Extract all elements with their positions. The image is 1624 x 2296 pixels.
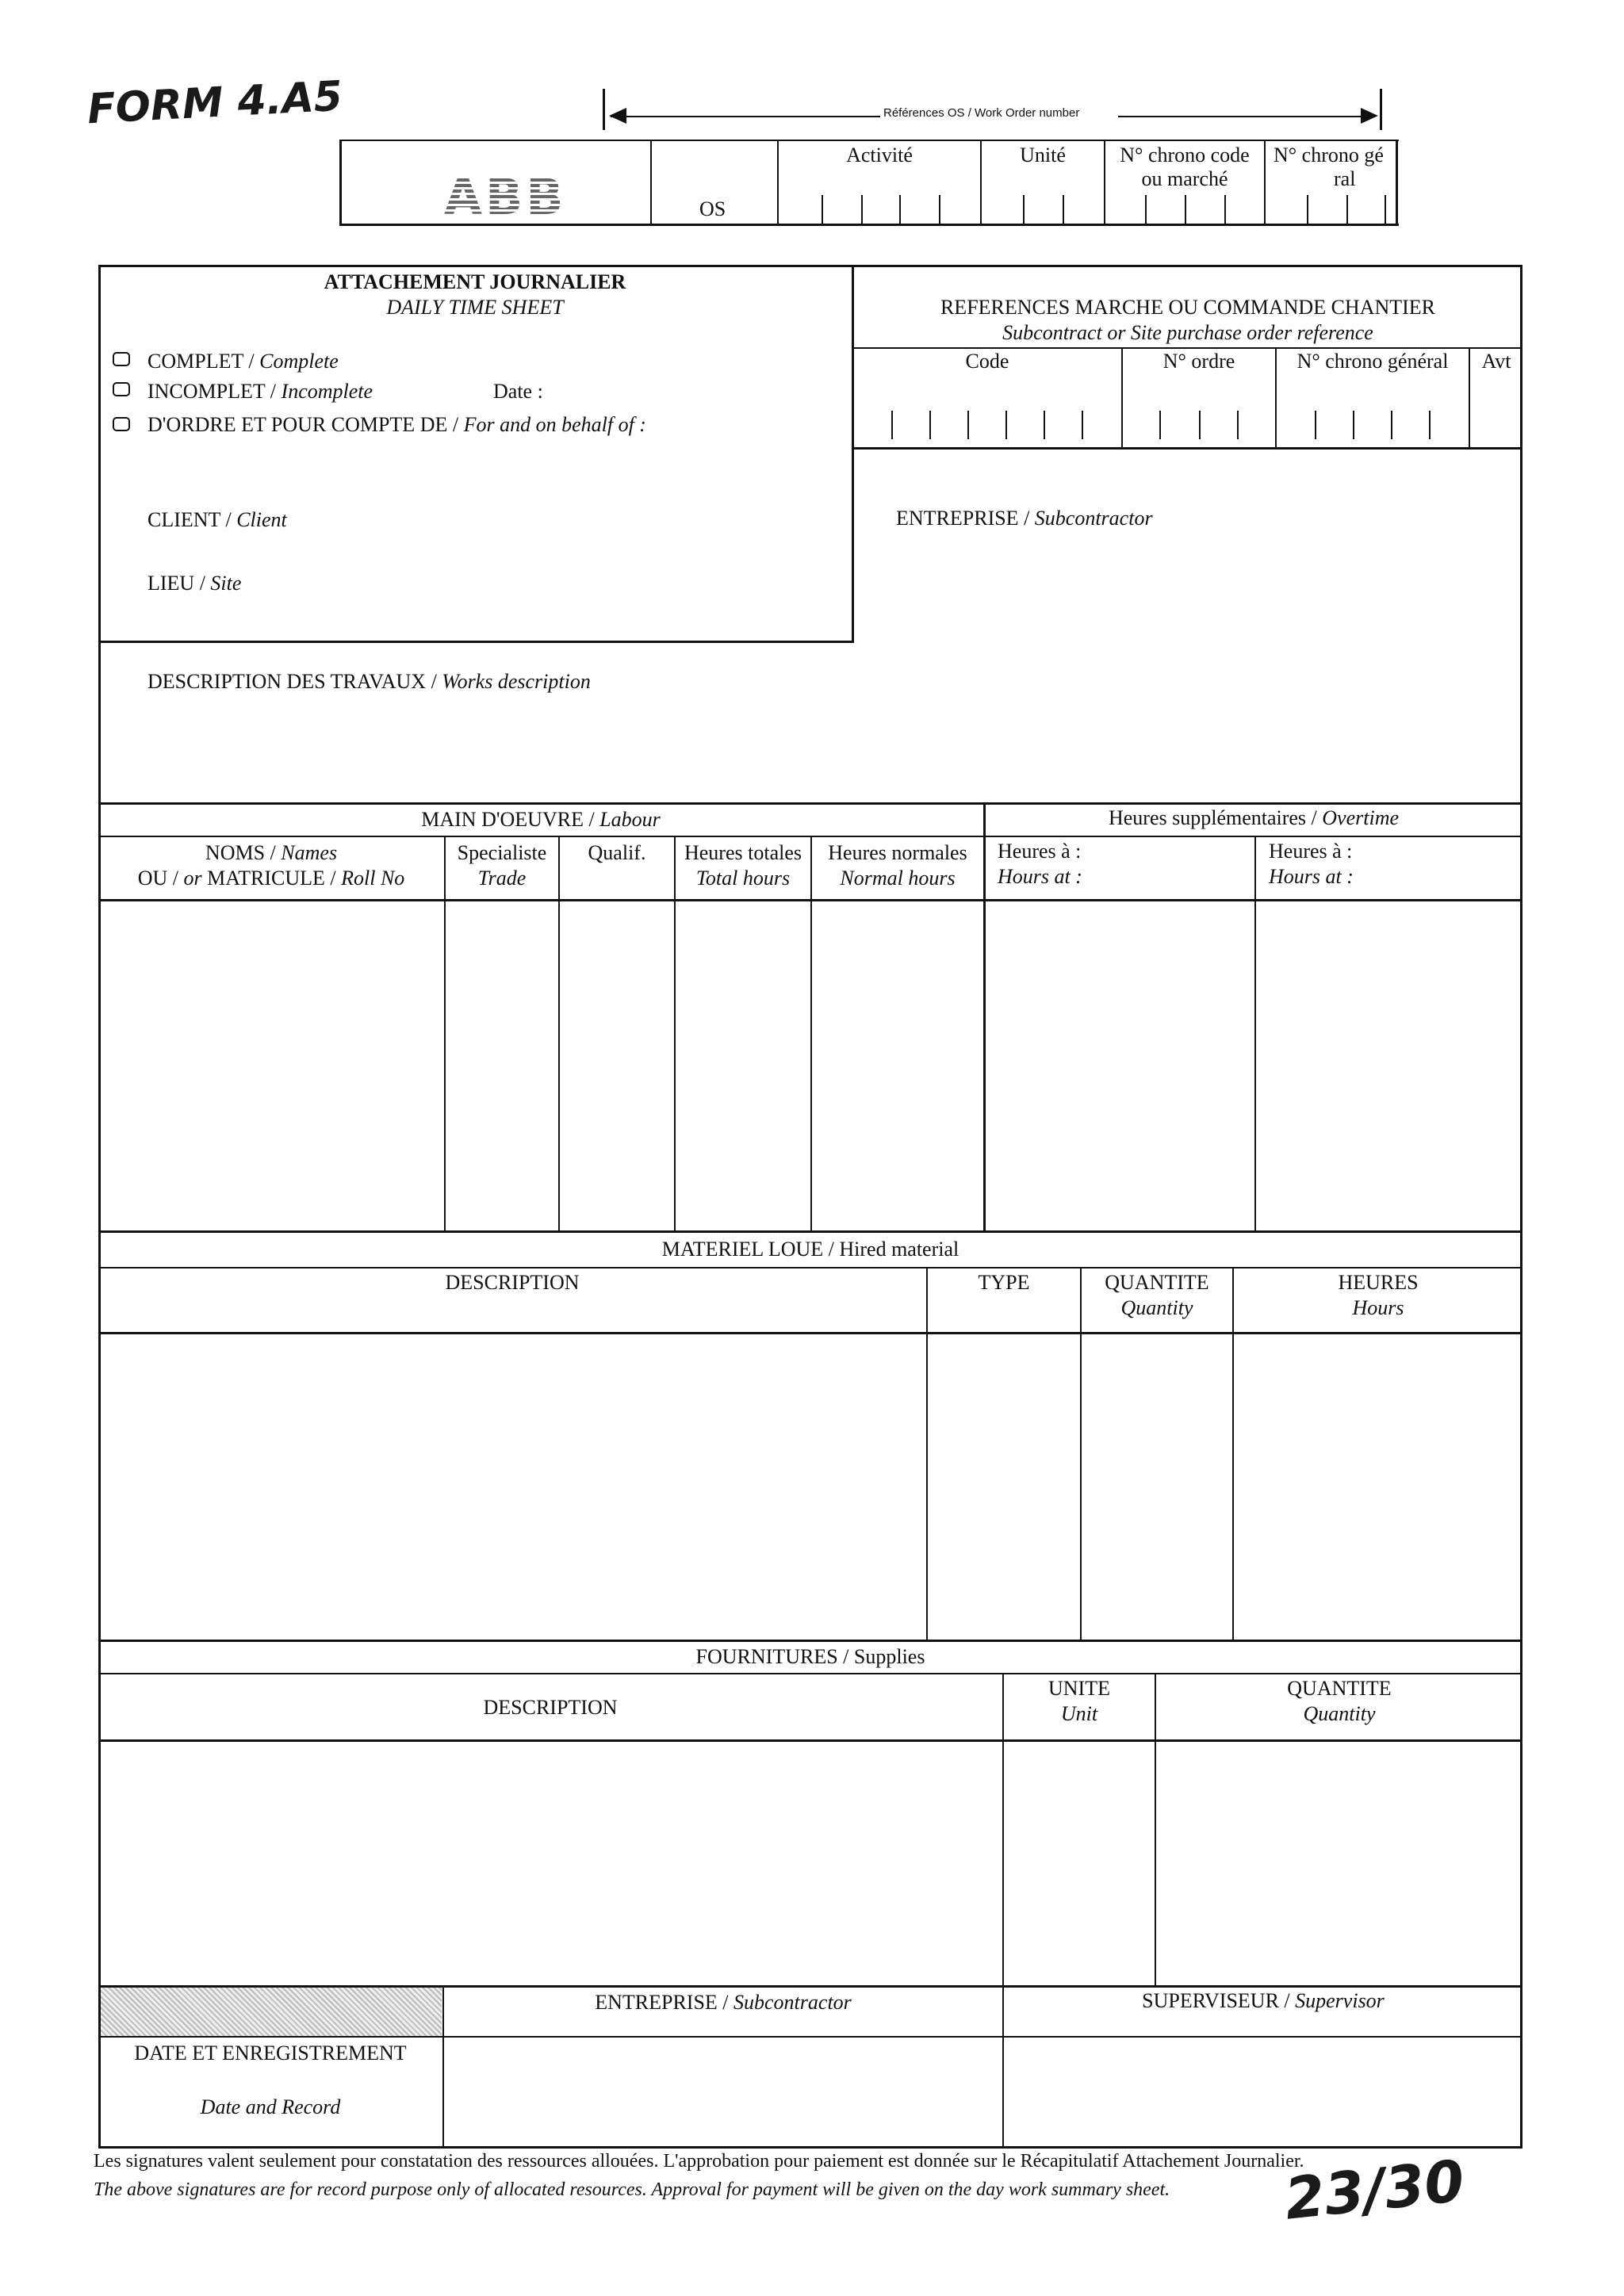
- trade-header-1: Specialiste: [457, 841, 547, 864]
- subcontractor-label: ENTREPRISE / Subcontractor: [896, 507, 1153, 530]
- complete-checkbox[interactable]: [113, 352, 130, 366]
- overtime-hours-1-header: Heures à :: [998, 840, 1082, 863]
- page-number-handwritten: 23/30: [1281, 2147, 1468, 2233]
- form-id-handwritten: FORM 4.A5: [86, 72, 344, 134]
- ref-chrono-label: N° chrono général: [1297, 350, 1449, 373]
- supplies-quantity-header-2: Quantity: [1303, 1702, 1376, 1725]
- normal-hours-header-1: Heures normales: [828, 841, 967, 864]
- references-title: REFERENCES MARCHE OU COMMANDE CHANTIER: [940, 296, 1436, 319]
- footer-note-en: The above signatures are for record purpose only of allocated resources. Approval for payment will be given on the day work summary sheet.: [94, 2179, 1170, 2200]
- date-record-label-en: Date and Record: [200, 2095, 341, 2118]
- supplies-unit-header-1: UNITE: [1048, 1677, 1110, 1700]
- trade-header-2: Trade: [477, 867, 527, 890]
- overtime-hours-2-header: Heures à :: [1269, 840, 1353, 863]
- incomplete-label: INCOMPLET / Incomplete: [147, 380, 373, 403]
- arrow-right-icon: [1361, 108, 1378, 124]
- work-order-label: Références OS / Work Order number: [883, 106, 1080, 120]
- title-en: DAILY TIME SHEET: [386, 296, 564, 319]
- ref-avt-label: Avt: [1481, 350, 1511, 373]
- signature-supervisor-label: SUPERVISEUR / Supervisor: [1142, 1989, 1385, 2012]
- hired-type-header: TYPE: [978, 1271, 1030, 1294]
- ref-ordre-label: N° ordre: [1162, 350, 1235, 373]
- overtime-hours-1-sub: Hours at :: [998, 865, 1082, 888]
- hired-hours-header-1: HEURES: [1338, 1271, 1419, 1294]
- labour-title: MAIN D'OEUVRE / Labour: [421, 808, 661, 831]
- chrono-code-label-2: ou marché: [1141, 167, 1228, 190]
- footer-note-fr: Les signatures valent seulement pour constatation des ressources allouées. L'approbation pour paiement est donnée sur le Récapitulatif Attachement Journalier.: [94, 2151, 1304, 2172]
- supplies-title: FOURNITURES / Supplies: [695, 1645, 925, 1668]
- works-description-label: DESCRIPTION DES TRAVAUX / Works description: [147, 670, 591, 693]
- shaded-cell: [101, 1988, 442, 2037]
- overtime-hours-2-sub: Hours at :: [1269, 865, 1354, 888]
- date-record-label-fr: DATE ET ENREGISTREMENT: [134, 2042, 407, 2064]
- supplies-description-header: DESCRIPTION: [483, 1696, 618, 1719]
- signature-subcontractor-label: ENTREPRISE / Subcontractor: [595, 1991, 852, 2014]
- abb-logo: ABB: [444, 168, 567, 226]
- names-header-2: OU / or MATRICULE / Roll No: [137, 867, 405, 890]
- total-hours-header-1: Heures totales: [684, 841, 802, 864]
- incomplete-checkbox[interactable]: [113, 382, 130, 396]
- chrono-code-label-1: N° chrono code: [1120, 144, 1250, 166]
- unite-label: Unité: [1020, 144, 1066, 166]
- on-behalf-checkbox[interactable]: [113, 417, 130, 431]
- complete-label: COMPLET / Complete: [147, 350, 339, 373]
- normal-hours-header-2: Normal hours: [840, 867, 956, 890]
- hired-quantity-header-1: QUANTITE: [1105, 1271, 1209, 1294]
- references-subtitle: Subcontract or Site purchase order reference: [1002, 321, 1373, 344]
- hired-hours-header-2: Hours: [1352, 1296, 1404, 1319]
- supplies-quantity-header-1: QUANTITE: [1287, 1677, 1392, 1700]
- hired-quantity-header-2: Quantity: [1120, 1296, 1193, 1319]
- arrow-left-icon: [609, 108, 626, 124]
- client-label: CLIENT / Client: [147, 508, 287, 531]
- hired-description-header: DESCRIPTION: [445, 1271, 580, 1294]
- names-header-1: NOMS / Names: [205, 841, 338, 864]
- title-fr: ATTACHEMENT JOURNALIER: [324, 270, 626, 293]
- total-hours-header-2: Total hours: [695, 867, 791, 890]
- supplies-unit-header-2: Unit: [1060, 1702, 1098, 1725]
- overtime-title: Heures supplémentaires / Overtime: [1108, 806, 1400, 829]
- hired-material-title: MATERIEL LOUE / Hired material: [661, 1238, 959, 1261]
- chrono-gen-label-2: ral: [1334, 167, 1356, 190]
- site-label: LIEU / Site: [147, 572, 242, 595]
- on-behalf-label: D'ORDRE ET POUR COMPTE DE / For and on behalf of :: [147, 413, 646, 436]
- qualif-header: Qualif.: [588, 841, 646, 864]
- date-label: Date :: [493, 380, 543, 403]
- ref-code-label: Code: [965, 350, 1009, 373]
- chrono-gen-label-1: N° chrono gé: [1274, 144, 1384, 166]
- os-label: OS: [699, 197, 726, 220]
- activite-label: Activité: [846, 144, 913, 166]
